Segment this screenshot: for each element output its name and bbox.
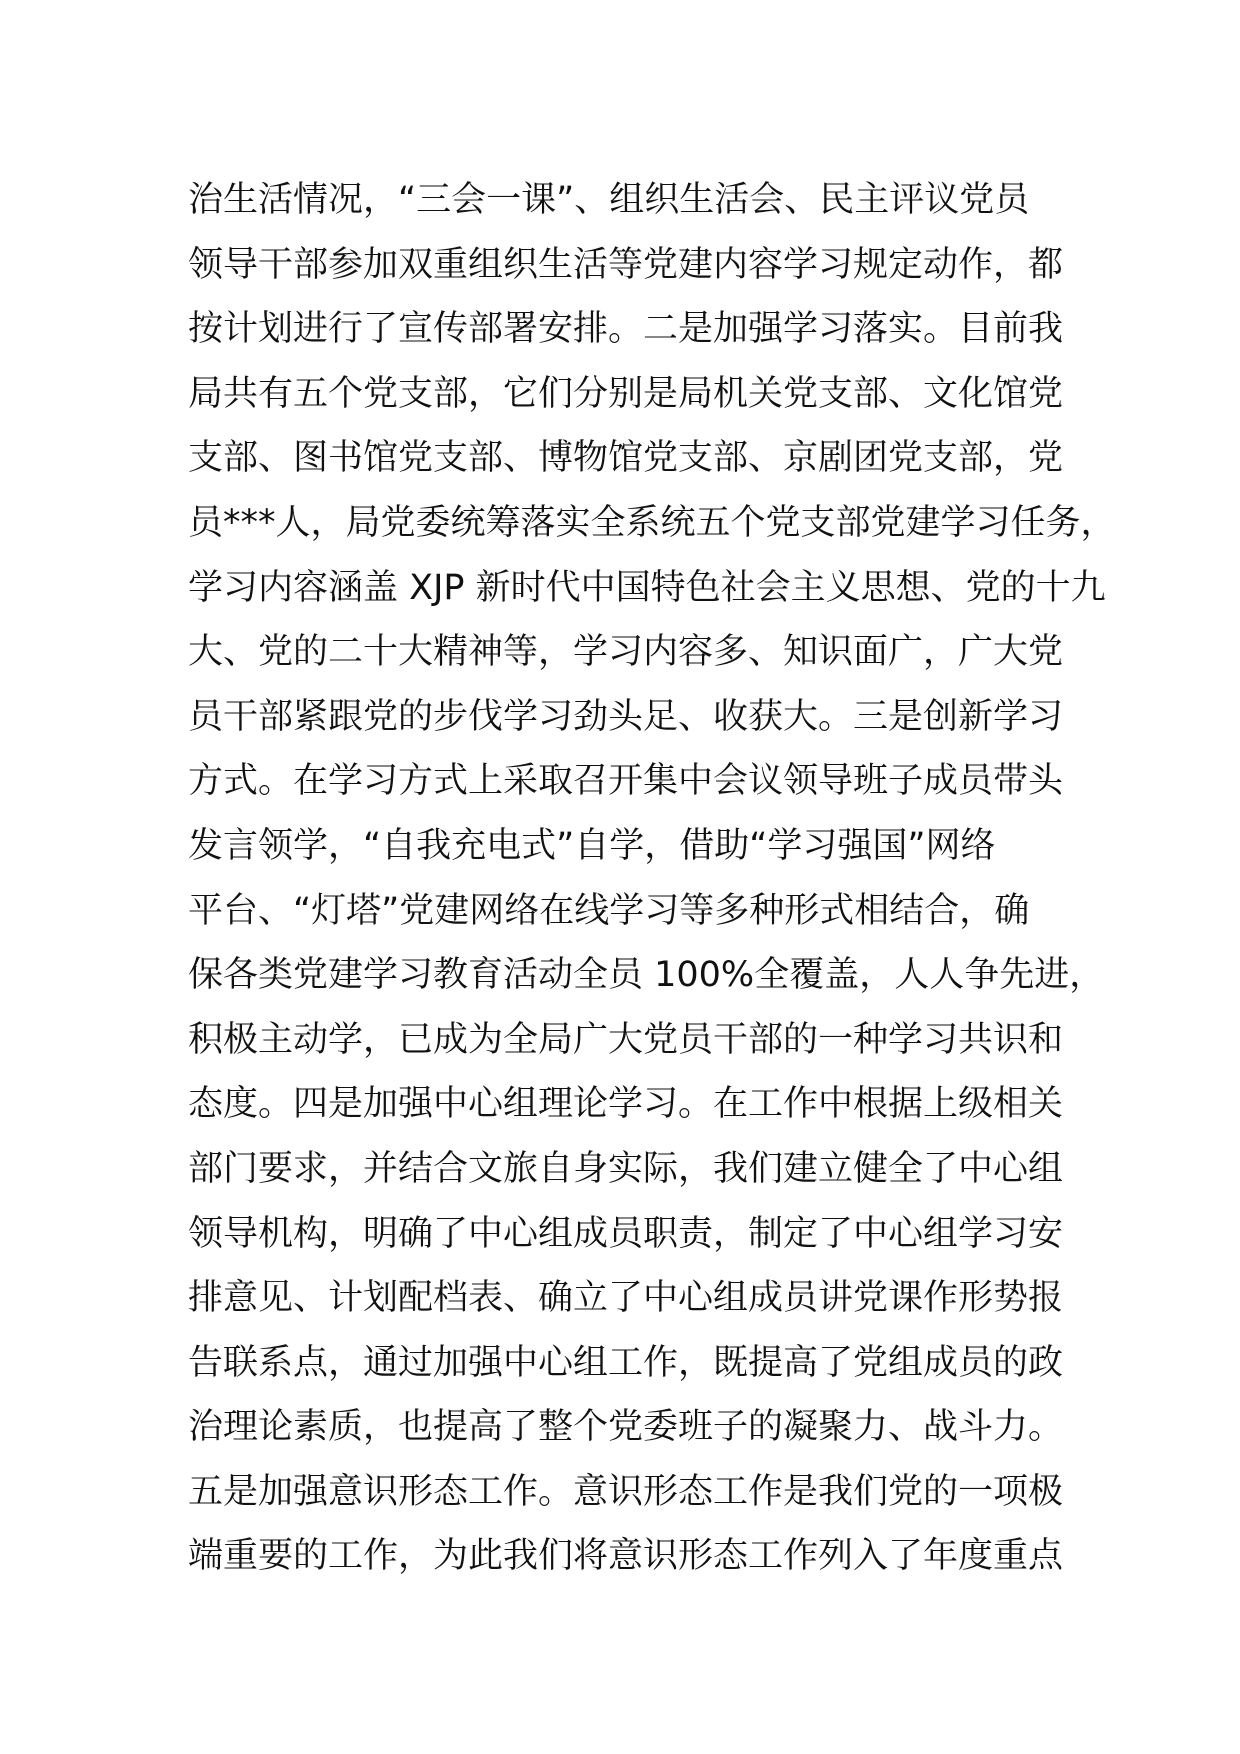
text-line: 学习内容涵盖 XJP 新时代中国特色社会主义思想、党的十九 <box>188 567 1106 608</box>
text-line: 大、党的二十大精神等，学习内容多、知识面广，广大党 <box>188 632 1064 673</box>
text-line: 领导机构，明确了中心组成员职责，制定了中心组学习安 <box>188 1213 1064 1254</box>
text-line: 支部、图书馆党支部、博物馆党支部、京剧团党支部，党 <box>188 438 1064 479</box>
text-line: 领导干部参加双重组织生活等党建内容学习规定动作，都 <box>188 244 1064 285</box>
text-line: 态度。四是加强中心组理论学习。在工作中根据上级相关 <box>188 1084 1064 1125</box>
text-line: 治生活情况，“三会一课”、组织生活会、民主评议党员 <box>188 180 1030 220</box>
text-line: 告联系点，通过加强中心组工作，既提高了党组成员的政 <box>188 1342 1064 1383</box>
text-line: 发言领学，“自我充电式”自学，借助“学习强国”网络 <box>188 825 996 866</box>
text-line: 局共有五个党支部，它们分别是局机关党支部、文化馆党 <box>188 373 1064 414</box>
text-line: 端重要的工作，为此我们将意识形态工作列入了年度重点 <box>188 1536 1064 1577</box>
text-line: 员***人，局党委统筹落实全系统五个党支部党建学习任务， <box>188 502 1116 543</box>
text-line: 保各类党建学习教育活动全员 100%全覆盖，人人争先进， <box>188 955 1105 996</box>
text-line: 五是加强意识形态工作。意识形态工作是我们党的一项极 <box>188 1471 1064 1512</box>
text-line: 员干部紧跟党的步伐学习劲头足、收获大。三是创新学习 <box>188 696 1064 737</box>
text-line: 平台、“灯塔”党建网络在线学习等多种形式相结合，确 <box>188 890 1030 931</box>
text-line: 治理论素质，也提高了整个党委班子的凝聚力、战斗力。 <box>188 1407 1064 1448</box>
body-paragraph <box>188 168 1116 1589</box>
text-line: 排意见、计划配档表、确立了中心组成员讲党课作形势报 <box>188 1278 1064 1319</box>
text-line: 方式。在学习方式上采取召开集中会议领导班子成员带头 <box>188 761 1064 802</box>
text-line: 部门要求，并结合文旅自身实际，我们建立健全了中心组 <box>188 1148 1064 1189</box>
text-line: 积极主动学，已成为全局广大党员干部的一种学习共识和 <box>188 1019 1064 1060</box>
text-line: 按计划进行了宣传部署安排。二是加强学习落实。目前我 <box>188 309 1064 350</box>
